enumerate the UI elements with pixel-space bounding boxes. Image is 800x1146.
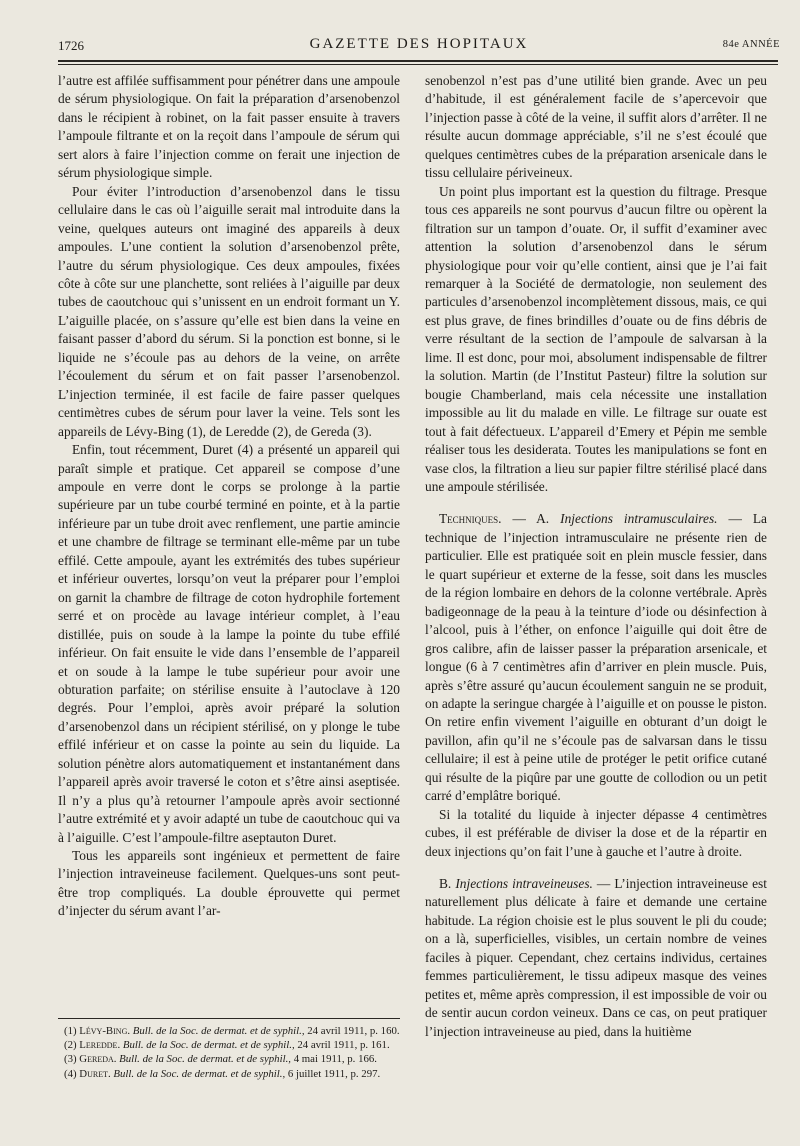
paragraph: Si la totalité du liquide à injecter dépasse 4 centimètres cubes, il est préférable de diviser la dose et de la répartir en deux injections qu’on fait l’une à gauche et l’autre à droite. — [425, 806, 767, 859]
left-column — [58, 72, 400, 921]
footnote: (1) Lévy-Bing. Bull. de la Soc. de dermat. et de syphil., 24 avril 1911, p. 160. — [64, 1025, 400, 1037]
header-rule-thin — [58, 64, 778, 65]
paragraph: Enfin, tout récemment, Duret (4) a présenté un appareil qui paraît simple et pratique. Cet appareil se compose d’une ampoule en verre dont le corps se prolonge à la partie supérieure par un tube courbé terminé en pointe, et à la partie inférieure par un tube droit avec renflement, une partie amincie et une chambre de filtrage se terminant elle-même par un tube effilé. Cette ampoule, ayant les extrémités des tubes supérieur et inférieur ouvertes, lorsqu’on veut la préparer pour l’emploi on garnit la chambre de filtrage de coton hydrophile fortement serré et on procède au lavage intérieur complet, à l’eau distillée, puis on soude à la lampe la pointe du tube effilé inférieur. On fait ensuite le vide dans l’ensemble de l’appareil et on soude à la lampe le tube supérieur pour avoir une obturation parfaite; on stérilise ensuite à l’autoclave à 120 degrés. Pour l’emploi, après avoir préparé la solution d’arsenobenzol dans un récipient stérilisé, on y plonge le tube effilé inférieur et on casse la pointe au sein du liquide. La solution pénètre alors automatiquement et instantanément dans l’appareil après avoir traversé le coton et s’être ainsi aseptisée. Il n’y a plus qu’à retourner l’ampoule après avoir sectionné l’autre extrémité et y avoir adapté un tube de caoutchouc qui va à l’aiguille. C’est l’ampoule-filtre aseptauton Duret. — [58, 442, 400, 845]
footnote-rule — [58, 1018, 400, 1019]
paragraph: l’autre est affilée suffisamment pour pénétrer dans une ampoule de sérum physiologique. On fait la préparation d’arsenobenzol dans le récipient à robinet, on la fait passer ensuite à travers l’ampoule filtrante et on la reçoit dans l’ampoule de sérum qui sert alors à faire l’injection comme on ferait une injection de sérum physiologique simple. — [58, 73, 400, 181]
section-techniques: Techniques. — A. Injections intramusculaires. — La technique de l’injection intramusculaire ne présente rien de particulier. Elle est pratiquée soit en plein muscle fessier, dans le quart supérieur et externe de la fesse, soit dans les muscles de la région lombaire en dehors de la colonne vertébrale. Après badigeonnage de la peau à la teinture d’iode ou désinfection à l’alcool, puis à l’éther, on enfonce l’aiguille qui doit être de gros calibre, afin de laisser passer la préparation arsenicale, et longue (6 à 7 centimètres afin d’arriver en plein muscle. Puis, après s’être assuré qu’aucun écoulement sanguin ne se produit, on adapte la seringue chargée à l’aiguille et on pousse le piston. On retire enfin vivement l’aiguille en obturant d’un doigt le pavillon, afin qu’il ne s’écoule pas de salvarsan dans le tissu cellulaire; il est à peine utile de protéger le petit orifice cutané qui résulte de la piqûre par une goutte de collodion ou un petit carré d’emplâtre boriqué. — [425, 511, 767, 804]
subsection-title: Injections intramusculaires. — [560, 511, 718, 527]
journal-title: GAZETTE DES HOPITAUX — [309, 36, 529, 52]
paragraph: Pour éviter l’introduction d’arsenobenzol dans le tissu cellulaire dans le cas où l’aiguille serait mal introduite dans la veine, quelques auteurs ont imaginé des appareils à deux ampoules. L’une contient la solution d’arsenobenzol prête, l’autre du sérum physiologique. Ces deux ampoules, fixées côte à côte sur une planchette, sont reliées à l’aiguille par deux tubes de caoutchouc qui s’unissent en un endroit formant un Y. L’aiguille placée, on s’assure qu’elle est bien dans la veine en faisant passer d’abord du sérum. Si la ponction est bonne, si le liquide ne s’écoule pas au dehors de la veine, on arrête l’écoulement du sérum et on fait passer l’arsenobenzol. L’injection terminée, il est facile de faire passer quelques centimètres cubes de sérum pour laver la veine. Tels sont les appareils de Lévy-Bing (1), de Leredde (2), de Gereda (3). — [58, 183, 400, 439]
paragraph: Un point plus important est la question du filtrage. Presque tous ces appareils ne sont pourvus d’aucun filtre ou opèrent la filtration sur un tampon d’ouate. Or, il suffit d’examiner avec attention la solution d’arsenobenzol dans le sérum physiologique pour voir qu’elle contient, ainsi que je l’ai fait remarquer à la Société de dermatologie, non seulement des particules d’arsenobenzol incomplètement dissous, mais, ce qui est plus grave, de fines brindilles d’ouate ou de fins débris de verre résultant de la section de l’ampoule de salvarsan à la lime. Il est donc, pour moi, absolument indispensable de filtrer la solution. Martin (de l’Institut Pasteur) filtre la solution sur bougie Chamberland, mais cela nécessite une installation impossible au lit du malade en ville. Le filtrage sur ouate est tout à fait défectueux. L’appareil d’Emery et Pépin me semble réaliser tous les desiderata. Toutes les manipulations se font en vase clos, la filtration a lieu sur papier filtre stérilisé placé dans une ampoule stérilisée. — [425, 183, 767, 494]
footnotes — [58, 1024, 400, 1081]
subsection-title: Injections intraveineuses. — [455, 876, 593, 892]
page-number: 1726 — [58, 38, 84, 53]
footnote: (4) Duret. Bull. de la Soc. de dermat. et de syphil., 6 juillet 1911, p. 297. — [64, 1067, 381, 1080]
header-rule — [58, 60, 778, 62]
section-intraveineuses: B. Injections intraveineuses. — L’injection intraveineuse est naturellement plus délicate à faire et demande une certaine habitude. La région choisie est le plus souvent le pli du coude; on a là, superficielles, visibles, un certain nombre de veines faciles à piquer. Cependant, chez certains individus, certaines femmes particulièrement, le tissu adipeux masque des veines petites et, même après compression, il est impossible de voir ou de sentir aucun cordon veineux. Dans ce cas, on peut pratiquer l’injection intraveineuse au pied, dans la huitième — [425, 876, 767, 1039]
section-heading: Techniques. — [439, 511, 502, 527]
right-column — [425, 72, 767, 1041]
footnote: (3) Gereda. Bull. de la Soc. de dermat. et de syphil., 4 mai 1911, p. 166. — [64, 1053, 377, 1066]
paragraph: senobenzol n’est pas d’une utilité bien grande. Avec un peu d’habitude, il est généralement facile de s’apercevoir que l’injection passe à côté de la veine, il suffit alors d’arrêter. Il ne résulte aucun dommage appréciable, s’il ne s’est écoulé que quelques centimètres cubes de la préparation arsenicale dans le tissu cellulaire périveineux. — [425, 73, 767, 181]
running-head — [58, 34, 780, 56]
volume-year: 84e ANNÉE — [722, 39, 780, 50]
paragraph: Tous les appareils sont ingénieux et permettent de faire l’injection intraveineuse facilement. Quelques-uns sont peut-être trop compliqués. La double éprouvette qui permet d’injecter du sérum avant l’ar- — [58, 848, 400, 919]
footnote: (2) Leredde. Bull. de la Soc. de dermat. et de syphil., 24 avril 1911, p. 161. — [64, 1039, 390, 1052]
